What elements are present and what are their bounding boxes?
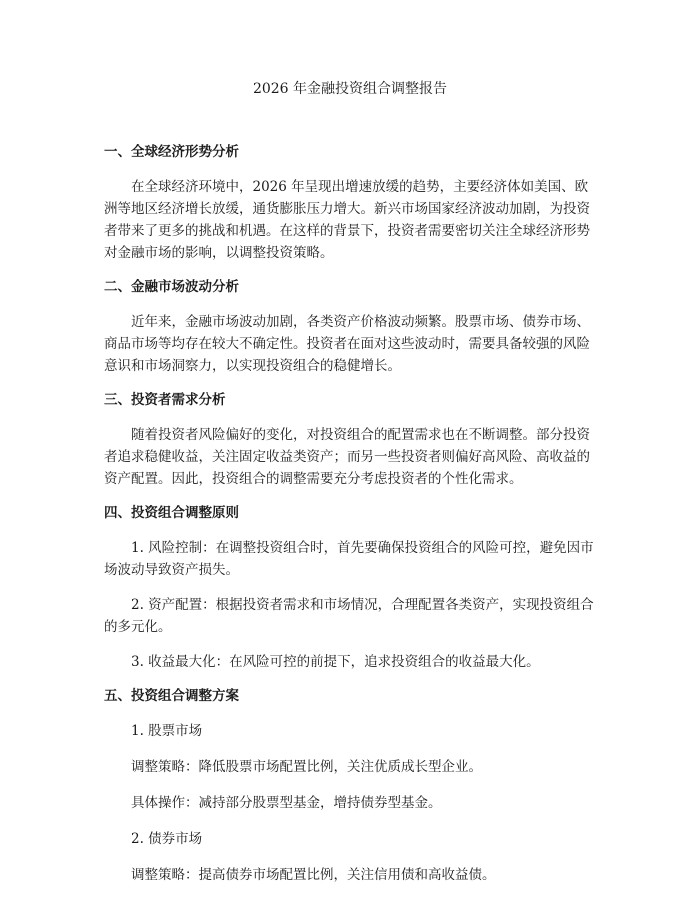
list-item: 2. 债券市场	[131, 831, 203, 847]
section-heading: 三、投资者需求分析	[104, 392, 226, 408]
section-adjustment-plan	[104, 686, 600, 886]
paragraph: 随着投资者风险偏好的变化，对投资组合的配置需求也在不断调整。部分投资者追求稳健收益，关注固定收益类资产；而另一些投资者则偏好高风险、高收益的资产配置。因此，投资组合的调整需要充分考虑投资者的个性化需求。	[104, 427, 590, 487]
section-heading: 五、投资组合调整方案	[104, 688, 239, 704]
section-adjustment-principles	[104, 503, 600, 673]
paragraph: 近年来，金融市场波动加剧，各类资产价格波动频繁。股票市场、债券市场、商品市场等均存在较大不确定性。投资者在面对这些波动时，需要具备较强的风险意识和市场洞察力，以实现投资组合的稳健增长。	[104, 314, 590, 374]
section-heading: 四、投资组合调整原则	[104, 505, 239, 521]
paragraph: 调整策略：提高债券市场配置比例，关注信用债和高收益债。	[131, 867, 496, 883]
section-heading: 一、全球经济形势分析	[104, 144, 239, 160]
paragraph: 调整策略：降低股票市场配置比例，关注优质成长型企业。	[131, 759, 482, 775]
section-investor-demand	[104, 390, 600, 490]
document-title: 2026 年金融投资组合调整报告	[252, 81, 448, 97]
paragraph: 具体操作：减持部分股票型基金，增持债券型基金。	[131, 795, 442, 811]
paragraph: 在全球经济环境中，2026 年呈现出增速放缓的趋势，主要经济体如美国、欧洲等地区经济增长放缓，通货膨胀压力增大。新兴市场国家经济波动加剧，为投资者带来了更多的挑战和机遇。在这样的背景下，投资者需要密切关注全球经济形势对金融市场的影响，以调整投资策略。	[104, 179, 590, 261]
list-item: 1. 风险控制：在调整投资组合时，首先要确保投资组合的风险可控，避免因市场波动导致资产损失。	[104, 540, 594, 578]
section-market-volatility	[104, 277, 600, 377]
list-item: 2. 资产配置：根据投资者需求和市场情况，合理配置各类资产，实现投资组合的多元化。	[104, 597, 594, 635]
section-heading: 二、金融市场波动分析	[104, 279, 239, 295]
list-item: 3. 收益最大化：在风险可控的前提下，追求投资组合的收益最大化。	[131, 654, 540, 670]
document-body	[104, 142, 600, 900]
list-item: 1. 股票市场	[131, 723, 203, 739]
section-global-economy	[104, 142, 600, 264]
